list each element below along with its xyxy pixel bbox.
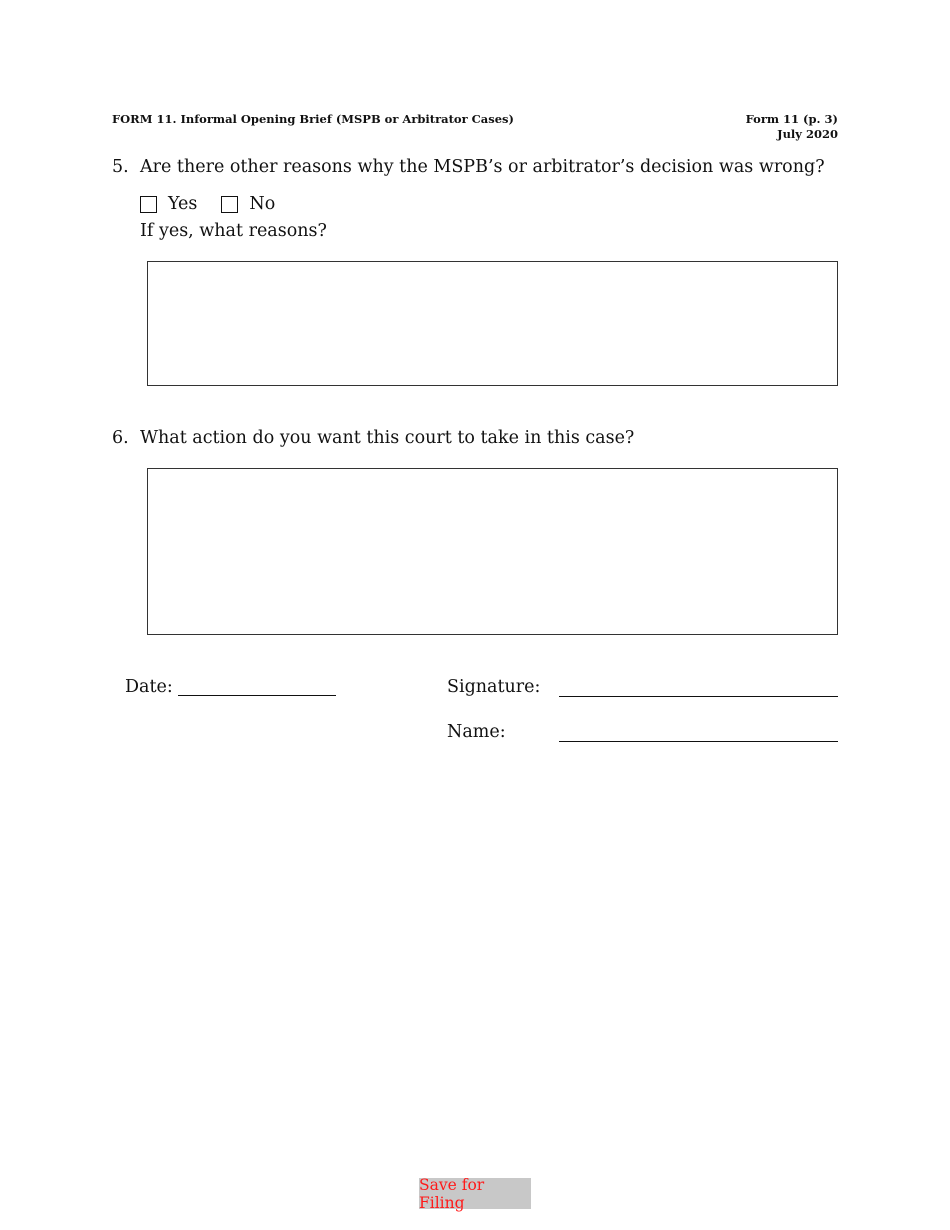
question-5-followup: If yes, what reasons? — [140, 221, 327, 241]
question-5-text: Are there other reasons why the MSPB’s or arbitrator’s decision was wrong? — [140, 157, 825, 177]
question-6-number: 6. — [112, 428, 129, 448]
yes-label: Yes — [168, 194, 198, 214]
question-5-answer-box — [147, 261, 838, 386]
form-revision-date: July 2020 — [777, 127, 838, 141]
question-6 — [112, 428, 832, 452]
signature-label: Signature: — [447, 677, 541, 697]
save-for-filing-button[interactable]: Save for Filing — [419, 1178, 531, 1209]
name-line — [559, 741, 838, 742]
form-title: FORM 11. Informal Opening Brief (MSPB or Arbitrator Cases) — [112, 112, 514, 126]
form-page-info — [746, 112, 838, 142]
question-6-answer-field[interactable] — [148, 469, 837, 634]
date-line — [178, 695, 336, 696]
yes-checkbox[interactable] — [140, 196, 157, 213]
question-6-answer-box — [147, 468, 838, 635]
form-page-number: Form 11 (p. 3) — [745, 112, 838, 126]
name-label: Name: — [447, 722, 506, 742]
date-label: Date: — [125, 677, 173, 697]
question-6-text: What action do you want this court to take in this case? — [140, 428, 635, 448]
question-5-answer-field[interactable] — [148, 262, 837, 385]
no-label: No — [249, 194, 276, 214]
question-5 — [112, 157, 832, 181]
signature-line — [559, 696, 838, 697]
date-field[interactable] — [178, 675, 340, 693]
no-checkbox[interactable] — [221, 196, 238, 213]
question-5-number: 5. — [112, 157, 129, 177]
question-5-options — [140, 193, 299, 215]
name-field[interactable] — [559, 721, 842, 739]
signature-field[interactable] — [559, 676, 842, 694]
